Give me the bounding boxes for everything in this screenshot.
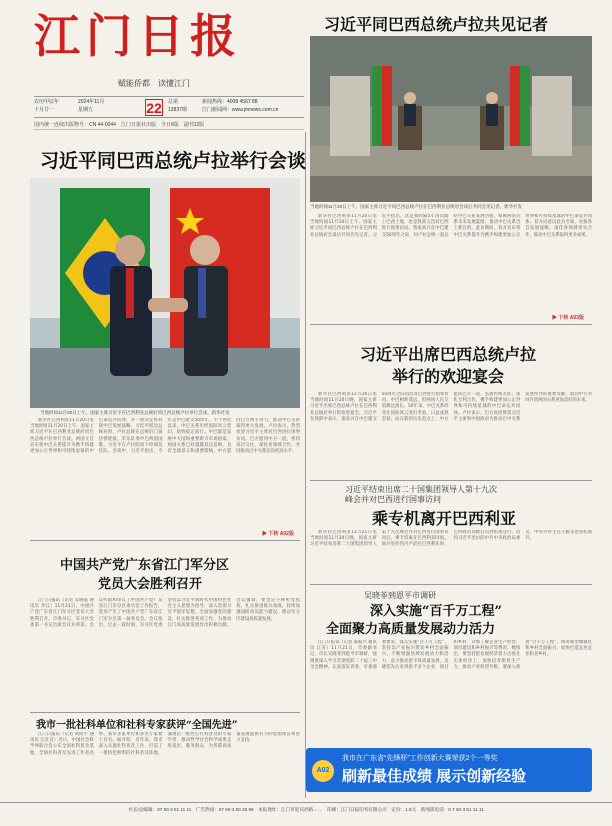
research-article-body bbox=[30, 732, 300, 798]
masthead-slogan: 赋能侨都 读懂江门 bbox=[118, 79, 190, 88]
departure-headline: 乘专机离开巴西利亚 bbox=[372, 509, 517, 528]
press-photo bbox=[310, 36, 592, 202]
lunar-date-1: 农历甲辰年 bbox=[34, 99, 60, 105]
lead-headline: 习近平同巴西总统卢拉举行会谈 bbox=[40, 150, 307, 172]
column-divider bbox=[305, 132, 306, 798]
issue-total-number: 12837期 bbox=[168, 107, 187, 113]
publication-code-bar: 国内统一连续出版物号：CN 44-0044 江门日报社出版 今日8版 副刊12版 bbox=[34, 120, 304, 130]
departure-kicker-line2: 峰会并对巴西进行国事访问 bbox=[345, 495, 441, 504]
banquet-headline-line1: 习近平出席巴西总统卢拉 bbox=[360, 345, 537, 364]
press-photo-caption: 当地时间11月20日上午，国家主席习近平同巴西总统卢拉在巴西利亚总统府会谈后共同会见记者。新华社发 bbox=[310, 204, 523, 209]
innovation-kicker: 吴晓菲到恩平市调研 bbox=[364, 591, 436, 600]
issue-total-label: 总第 bbox=[168, 99, 179, 105]
section-divider bbox=[310, 324, 592, 325]
press-photo-illustration bbox=[310, 36, 592, 202]
news-website: 江门新闻网：www.jmnews.com.cn bbox=[202, 107, 279, 113]
innovation-headline-line2: 全面聚力高质量发展动力活力 bbox=[326, 622, 496, 637]
issue-day-number: 22 bbox=[146, 100, 162, 116]
banner-title: 刷新最佳成绩 展示创新经验 bbox=[342, 768, 527, 785]
press-article-body bbox=[310, 214, 592, 312]
lead-photo-illustration bbox=[30, 178, 300, 408]
section-divider bbox=[30, 712, 300, 713]
research-headline: 我市一批社科单位和社科专家获评“全国先进” bbox=[36, 720, 238, 731]
issue-weekday: 星期五 bbox=[78, 107, 94, 113]
innovation-banner[interactable] bbox=[306, 748, 592, 792]
innovation-article-body bbox=[310, 640, 592, 744]
lead-article-text: 新华社巴西利亚11月20日电 当地时间11月20日上午，国家主席习近平在巴西利亚总统府同巴西总统卢拉举行会谈。两国元首宣布将中巴关系提升为携手构建更加公正世界和可持续星球的中巴命运共同体，并一致决定将对接中巴发展战略。习近平抵达总统府时，卢拉总统在总统府门前热情迎接。军乐队奏中巴两国国歌，习近平在卢拉陪同下检阅仪仗队。会谈中，习近平指出，今年是中巴建交50周年。半个世纪以来，中巴关系历经国际风云变幻，始终稳定前行。中巴都是发展中大国和重要新兴市场国家，两国关系已经超越双边范畴，具有全球意义和重要影响。中方愿同巴方携手努力，推动中巴关系取得更大发展。卢拉表示，热烈欢迎习近平主席对巴西进行国事访问。巴方愿同中方一道，密切高层交往，深化各领域合作，共同推动巴中关系迈向更高水平。 bbox=[30, 418, 300, 455]
banquet-article-body bbox=[310, 392, 592, 478]
departure-kicker-line1: 习近平结束出席二十国集团领导人第十九次 bbox=[345, 485, 497, 494]
lead-article-body bbox=[30, 418, 300, 528]
newspaper-logo: 江门日报 bbox=[34, 9, 242, 63]
departure-article-text: 新华社巴西利亚11月21日电 当地时间11月20日晚，国家主席习近平结束出席二十国集团领导人第十九次峰会并对巴西进行国事访问后，乘专机离开巴西利亚回国。离开里约热内卢前往巴西利亚时，巴西政府高级官员到机场送行。陪同习近平出访的中共中央政治局委员、中央外办主任王毅等也同机离开。 bbox=[310, 530, 592, 548]
press-continued-link[interactable]: ▶ 下转 A03版 bbox=[552, 314, 584, 321]
banner-badge-icon: A02 bbox=[312, 760, 334, 782]
banquet-article-text: 新华社巴西利亚11月20日电 当地时间11月20日晚，国家主席习近平出席巴西总统卢拉在巴西利亚总统府举行的欢迎宴会。习近平在致辞中表示，很高兴在中巴建交50周年之际再次对巴西进行国事访问。中巴相距遥远，但两国人民友谊源远流长。50年来，中巴关系经受住国际风云变幻考验，日益成熟坚韧。站在新的历史起点上，中方愿同巴方一道，弘扬传统友好，深化互利合作，携手构建更加公正世界和可持续星球的中巴命运共同体。卢拉表示，巴方高度赞赏习近平主席和中国政府为推动巴中关系发展所作的重要贡献，愿同中方共同开创两国关系更加美好的未来。 bbox=[310, 392, 592, 422]
party-article-text: 江门日报讯（记者 吴晓霞 通讯员 李江）11月21日，中国共产党广东省江门军分区党员大会胜利召开。市委书记、军分区党委第一书记出席会议并讲话。会议听取和审议了中国共产党广东省江门军分区委员会工作报告，选举产生了中国共产党广东省江门军分区第一届委员会。会议指出，过去一段时间，军分区党委坚持以习近平新时代中国特色社会主义思想为指导，深入贯彻习近平强军思想，全面加强党的建设，扎实推进各项工作，为推动江门高质量发展作出积极贡献。会议强调，要坚定不移听党指挥，扎实推进练兵备战，持续加强国防动员能力建设，推动军分区建设高质量发展。 bbox=[30, 598, 300, 628]
issue-date: 2024年11月 bbox=[78, 99, 105, 105]
lead-photo bbox=[30, 178, 300, 408]
lead-photo-caption: 当地时间11月20日上午，国家主席习近平在巴西利亚总统府同巴西总统卢拉举行会谈。新华社发 bbox=[40, 410, 230, 415]
press-article-text: 新华社巴西利亚11月20日电 当地时间11月20日上午，国家主席习近平同巴西总统卢拉在巴西利亚总统府会谈后共同会见记者。习近平指出，这是我时隔5年再次踏上巴西土地，也是我第五次对巴西进行国事访问。我很高兴在中巴建交50周年之际，同卢拉总统一起总结中巴关系发展历程，擘画两国关系未来发展蓝图，推动中巴关系迈上新台阶。此访期间，双方宣布将中巴关系提升为携手构建更加公正世界和可持续星球的中巴命运共同体。双方同意以此为引领，对接各自发展战略，深化各领域务实合作，推动中巴关系取得更多成果。 bbox=[310, 214, 592, 238]
section-divider bbox=[310, 480, 592, 481]
party-headline-line1: 中国共产党广东省江门军分区 bbox=[60, 558, 230, 573]
party-article-body bbox=[30, 598, 300, 710]
lead-continued-link[interactable]: ▶ 下转 A02版 bbox=[262, 530, 294, 537]
banquet-headline-line2: 举行的欢迎宴会 bbox=[392, 367, 505, 386]
party-headline-line2: 党员大会胜利召开 bbox=[98, 577, 203, 592]
page-footer: 社长/总编辑：07 50-3 51 11 11 广告热线：07 50-3 50 26 68 本报地址：江门市迎宾西路…… 印刷：江门日报印务有限公司 定价：1.5元 新闻部电话：0 7 50-3 51 11 11 bbox=[0, 802, 612, 816]
research-article-text: 江门日报讯（记者 黄尚宇 通讯员 江社宣）近日，中国社会科学界联合会公布全国社科普及基地、全国社科普及先进工作者名单，我市多家单位和多名专家榜上有名。据介绍，近年来，我市深入实施社科普及工作，打造了一批特色鲜明的社科普及阵地，涌现出一批热心社科普及的专家学者，推动哲学社会科学成果走进基层、服务群众，为侨都高质量发展提供有力的思想保证和智力支持。 bbox=[30, 732, 300, 756]
section-divider bbox=[310, 584, 592, 585]
news-hotline: 新闻热线：4008 4567 88 bbox=[202, 99, 258, 105]
innovation-headline-line1: 深入实施“百千万工程” bbox=[370, 604, 502, 619]
issue-info-bar bbox=[34, 96, 304, 118]
lunar-date-2: 十月廿一 bbox=[34, 107, 55, 113]
banner-subtitle: 我市在广东省“先锋杯”工作创新大赛荣获2个一等奖 bbox=[342, 755, 498, 762]
section-divider bbox=[30, 540, 300, 541]
press-headline: 习近平同巴西总统卢拉共见记者 bbox=[324, 15, 549, 34]
departure-article-body bbox=[310, 530, 592, 574]
innovation-article-text: 江门日报讯（记者 陈振兴 通讯员 江宣）11月21日，市委副书记、市长吴晓菲到恩平市调研，强调要深入学习贯彻党的二十届三中全会精神，认真落实省委、市委部署要求，深入实施“百千万工程”，坚持以产业振兴带动乡村全面振兴，不断增强县域发展动力和活力，奋力推动恩平高质量发展。吴晓菲先后来到恩平多个企业、项目和乡村，详细了解企业生产经营、项目建设和乡村振兴等情况。她指出，要坚持把发展经济着力点放在实体经济上，加快培育新质生产力，推动产业转型升级。要深入推进“百千万工程”，统筹新型城镇化和乡村全面振兴，加快打造宜居宜业和美乡村。 bbox=[310, 640, 592, 670]
